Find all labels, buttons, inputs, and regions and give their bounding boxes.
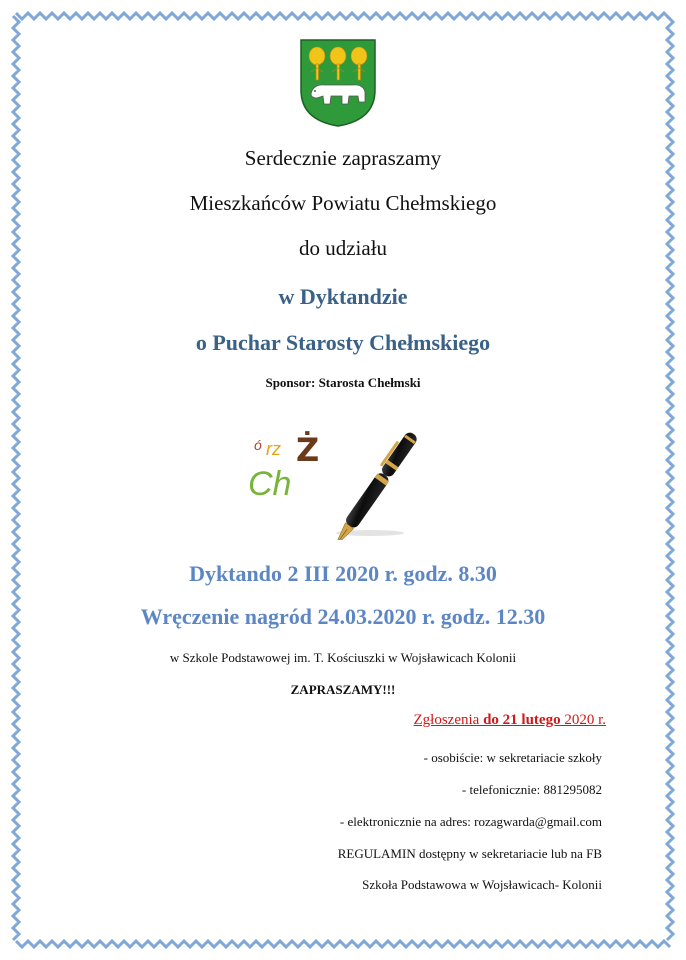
school-name: Szkoła Podstawowa w Wojsławicach- Kolonii	[362, 877, 602, 892]
invitation-line-2: Mieszkańców Powiatu Chełmskiego	[189, 191, 497, 215]
orthography-logo	[246, 425, 336, 510]
dictation-date: Dyktando 2 III 2020 r. godz. 8.30	[189, 561, 497, 586]
invite-shout: ZAPRASZAMY!!!	[290, 682, 396, 697]
fountain-pen-icon	[330, 415, 440, 540]
invitation-line-1: Serdecznie zapraszamy	[244, 146, 442, 170]
page-title-line-2: o Puchar Starosty Chełmskiego	[195, 330, 491, 355]
registration-email: - elektronicznie na adres: rozagwarda@gmail.com	[339, 814, 602, 829]
logo-letter-o: ó	[254, 437, 262, 453]
logo-letters-rz: rz	[266, 439, 281, 459]
registration-deadline	[414, 712, 607, 729]
coat-of-arms-emblem	[299, 38, 377, 128]
registration-deadline-date: do 21 lutego	[483, 712, 561, 728]
venue-text: w Szkole Podstawowej im. T. Kościuszki w Wojsławicach Kolonii	[169, 650, 517, 665]
logo-letters-ch: Ch	[248, 465, 292, 503]
registration-personal: - osobiście: w sekretariacie szkoły	[423, 750, 602, 765]
sponsor-text: Sponsor: Starosta Chełmski	[265, 375, 421, 390]
invitation-line-3: do udziału	[298, 236, 388, 260]
border-zigzag	[16, 13, 670, 19]
registration-suffix: 2020 r.	[560, 712, 606, 728]
registration-phone: - telefonicznie: 881295082	[461, 782, 602, 797]
logo-letter-z: Ż	[296, 431, 320, 469]
regulations-note: REGULAMIN dostępny w sekretariacie lub na FB	[337, 846, 602, 861]
border-zigzag	[16, 941, 670, 947]
page-title-line-1: w Dyktandzie	[278, 284, 408, 309]
awards-date: Wręczenie nagród 24.03.2020 r. godz. 12.30	[140, 604, 546, 629]
registration-prefix: Zgłoszenia	[413, 712, 484, 728]
